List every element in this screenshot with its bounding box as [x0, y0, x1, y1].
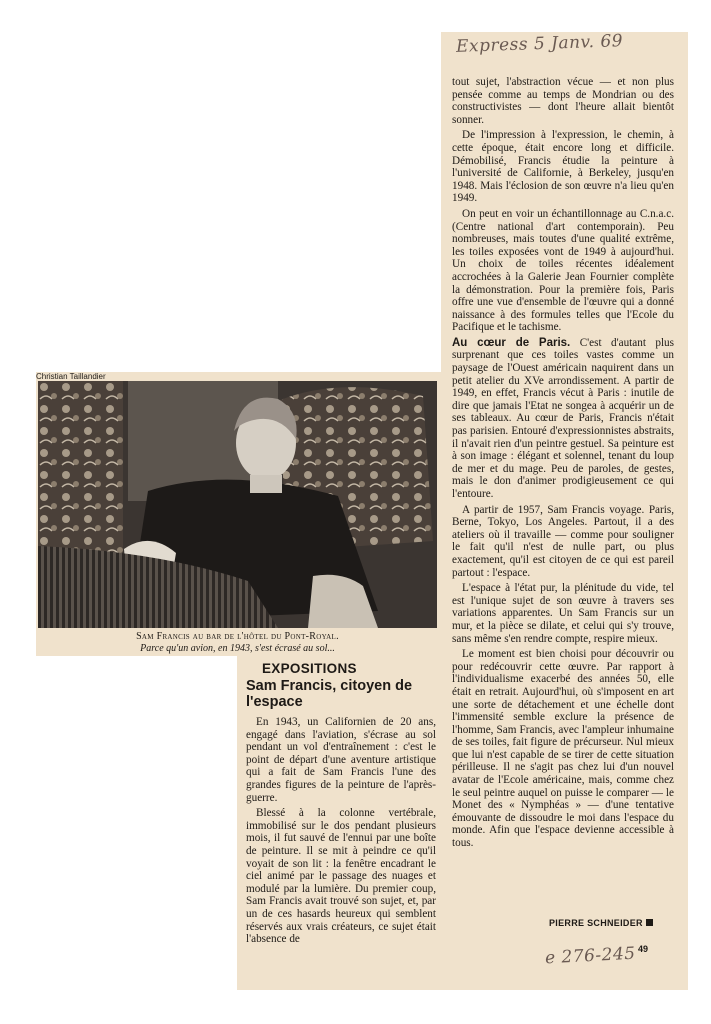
page-number: 49	[638, 944, 649, 954]
photo-caption	[38, 631, 437, 655]
caption-sub: Parce qu'un avion, en 1943, s'est écrasé au sol...	[140, 643, 335, 654]
caption-main: Sam Francis au bar de l'hôtel du Pont-Royal.	[136, 631, 339, 642]
portrait-photo	[38, 381, 437, 628]
byline-author: PIERRE SCHNEIDER	[549, 918, 643, 928]
handwritten-source-note: Express 5 Janv. 69	[455, 31, 624, 57]
article-paragraph: Blessé à la colonne vertébrale, immobilisé sur le dos pendant plusieurs mois, il fut sauvé de l'ennui par une boîte de peinture. Il se mit à peindre ce qu'il voyait de son lit : la fenêtre encadrant le ciel animé par le passage des nuages et modulé par la lumière. Du premier coup, Sam Francis avait trouvé son sujet, et, par un de ces hasards heureux qui semblent réservés aux vrais créateurs, ce sujet était l'absence de	[246, 807, 436, 946]
end-mark-icon	[646, 919, 653, 926]
article-paragraph: Le moment est bien choisi pour découvrir ou pour redécouvrir cette œuvre. Par rapport à l'individualisme exacerbé des années 50, elle était en retrait. Aujourd'hui, où s'imposent en art une sorte de détachement et une échelle dont l'immensité semble exclure la présence de l'homme, Sam Francis, avec l'ampleur inhumaine de ses toiles, fait figure de précurseur. Nul mieux que lui n'est capable de se tirer de cette situation périlleuse. Il ne s'agit pas chez lui d'un nouvel avatar de l'Ecole américaine, mais, comme chez le seul peintre auquel on puisse le comparer — le Monet des « Nymphéas » — d'une tentative émouvante de dissoudre le moi dans l'espace du monde. Afin que l'espace devienne accessible à tous.	[452, 648, 674, 850]
article-paragraph: En 1943, un Californien de 20 ans, engagé dans l'aviation, s'écrase au sol pendant un vol d'entraînement : c'est le point de départ d'une aventure artistique qui a fait de Sam Francis l'une des grandes figures de la peinture de l'après-guerre.	[246, 716, 436, 804]
article-left-column	[246, 716, 436, 949]
article-paragraph: On peut en voir un échantillonnage au C.n.a.c. (Centre national d'art contemporain). Peu nombreuses, mais toutes d'une qualité extrême, les toiles exposées vont de 1949 à aujourd'hui. Un choix de toiles récentes idéalement accrochées à la Galerie Jean Fournier complète la démonstration. Pour la première fois, Paris offre une vue d'ensemble de l'œuvre qui a donné naissance à des formules telles que l'Ecole du Pacifique et le tachisme.	[452, 207, 674, 334]
article-paragraph: De l'impression à l'expression, le chemin, à cette époque, était encore long et difficile. Démobilisé, Francis étudie la peinture à l'université de Californie, à Berkeley, jusqu'en 1948. Mais l'éclosion de son œuvre n'a lieu qu'en 1949.	[452, 129, 674, 205]
handwritten-archive-number: e 276-245	[544, 943, 637, 969]
section-rubric: EXPOSITIONS	[262, 661, 357, 676]
article-right-column	[452, 76, 674, 853]
article-title: Sam Francis, citoyen de l'espace	[246, 678, 413, 710]
article-subheading: Au cœur de Paris.	[452, 336, 571, 349]
article-paragraph: A partir de 1957, Sam Francis voyage. Paris, Berne, Tokyo, Los Angeles. Partout, il a des ateliers où il travaille — comme pour souligner le fait qu'il n'est de nulle part, ou plus exactement, qu'il est citoyen de ce qui est pareil partout : l'espace.	[452, 503, 674, 579]
article-paragraph-text: C'est d'autant plus surprenant que ces toiles vastes comme un paysage de l'Ouest américain naquirent dans un petit atelier du XVe arrondissement. A partir de 1949, en effet, Francis vécut à Paris : inutile de dire que jamais l'Etat ne songea à acquérir un de ses tableaux. Au cœur de Paris, Francis n'était pas parisien. Entouré d'expressionnistes abstraits, il n'avait rien d'un peintre gestuel. Sa peinture est à son image : élégant et solennel, tenant du loup de mer et du mage. Peu de paroles, de gestes, mais le don d'animer prodigieusement ce qui l'entoure.	[452, 336, 675, 500]
article-paragraph	[452, 337, 674, 501]
article-paragraph: L'espace à l'état pur, la plénitude du vide, tel est l'unique sujet de son œuvre à travers ses variations apparentes. Un Sam Francis sur un mur, et la pièce se dilate, et celui qui s'y trouve, sans même s'en rendre compte, respire mieux.	[452, 582, 674, 645]
portrait-illustration	[38, 381, 437, 628]
byline	[549, 918, 653, 928]
article-paragraph: tout sujet, l'abstraction vécue — et non plus pensée comme au temps de Mondrian ou des constructivistes — dont l'heure allait bientôt sonner.	[452, 76, 674, 126]
photo-credit: Christian Taillandier	[36, 372, 106, 381]
